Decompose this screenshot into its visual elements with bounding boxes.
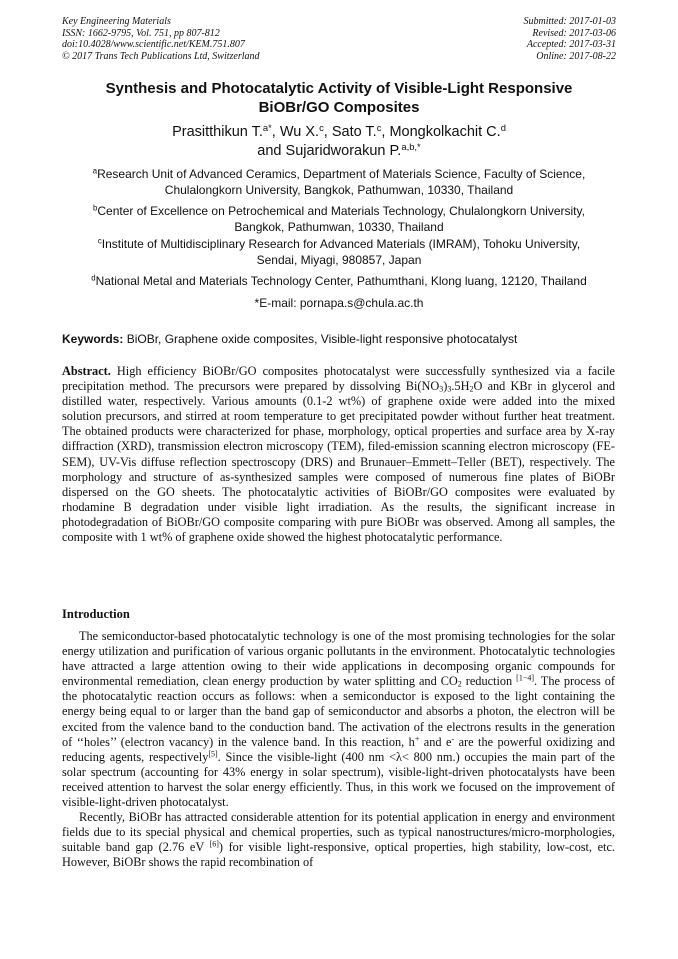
journal-info [62,16,260,62]
date-accepted: Accepted: 2017-03-31 [526,39,616,50]
date-online: Online: 2017-08-22 [536,50,616,62]
date-revised: Revised: 2017-03-06 [532,27,616,39]
paragraph-sub: 2 [457,679,462,689]
paragraph-text: The semiconductor-based photocatalytic technology is one of the most promising technologies for the solar energy utilization and purification of various organic pollutants in the environment. Photocatalytic technologies have attracted a large attention owing to their wide applications in decomposing organic compounds for environmental remediation, clean energy production by water splitting and CO [62,629,615,689]
author-line-2 [62,142,616,161]
affiliation-c [62,236,616,268]
affiliation-line: Chulalongkorn University, Bangkok, Pathumwan, 10330, Thailand [164,183,514,197]
author-5-affil: a,b,* [401,140,421,152]
paper-title [62,79,616,117]
affiliation-line: National Metal and Materials Technology Center, Pathumthani, Klong luang, 12120, Thailand [95,274,587,288]
author-1-affil: a* [262,121,272,133]
keywords [62,331,616,347]
author-3: Sato T. [331,124,377,140]
citation: [5] [208,749,218,759]
abstract-text: O and KBr in glycerol and distilled water, respectively. Various amounts (0.1-2 wt%) of graphene oxide were added into the mixed solution precursors, and stirred at room temperature to get precipitated powder without further heat treatment. The obtained products were characterized for phase, morphology, optical properties and surface area by X-ray diffraction (XRD), transmission electron microscopy (TEM), filed-emission scanning electron microscopy (FE-SEM), UV-Vis diffuse reflection spectroscopy (DRS) and Brunauer–Emmett–Teller (BET), respectively. The morphology and structure of as-synthesized samples were composed of numerous fine plates of BiOBr dispersed on the GO sheets. The photocatalytic activities of BiOBr/GO composites were evaluated by rhodamine B degradation under visible light irradiation. As the results, the significant increase in photodegradation of BiOBr/GO composite comparing with pure BiOBr was observed. Among all samples, the composite with 1 wt% of graphene oxide showed the highest photocatalytic performance. [62,379,616,545]
journal-issn: ISSN: 1662-9795, Vol. 751, pp 807-812 [62,27,220,39]
section-heading-introduction: Introduction [62,607,130,621]
affiliation-line: Research Unit of Advanced Ceramics, Department of Materials Science, Faculty of Science, [97,167,586,181]
title-line-1: Synthesis and Photocatalytic Activity of Visible-Light Responsive [105,80,573,97]
submission-dates [524,16,617,62]
corresponding-email: *E-mail: pornapa.s@chula.ac.th [254,296,424,310]
affiliation-mark: d [91,273,96,283]
author-and: and [257,143,282,159]
affiliation-line: Bangkok, Pathumwan, 10330, Thailand [234,220,444,234]
affiliation-line: Sendai, Miyagi, 980857, Japan [256,253,422,267]
journal-copyright: © 2017 Trans Tech Publications Ltd, Switzerland [62,50,260,62]
abstract-sub: 2 [469,384,474,394]
journal-doi: doi:10.4028/www.scientific.net/KEM.751.807 [62,39,245,50]
affiliation-a [62,166,616,198]
abstract-text: ) [443,379,448,394]
keywords-label: Keywords: [62,332,124,346]
abstract-sub: 3 [439,384,444,394]
journal-name: Key Engineering Materials [62,16,171,27]
affiliation-b [62,203,616,235]
author-line-1: Prasitthikun T.$^{a*}$, Wu X.$^c$, Sato T.$^c$, Mongkolkachit C.$^d$ [172,121,506,140]
paragraph-text: reduction [461,674,517,689]
introduction-body [62,629,615,871]
paragraph-sup: + [414,734,420,744]
abstract [62,364,615,545]
date-submitted: Submitted: 2017-01-03 [523,16,616,27]
abstract-text: High efficiency BiOBr/GO composites photocatalyst were successfully synthesized via a facile precipitation method. The precursors were prepared by dissolving Bi(NO [62,364,615,394]
citation: [6] [209,839,219,849]
paragraph-sup: - [451,734,455,744]
paragraph-text: Recently, BiOBr has attracted considerable attention for its potential application in energy and environment fields due to its special physical and chemical properties, such as typical nanostructures/micro-morphologies, suitable band gap (2.76 eV [62,810,615,855]
author-1: Prasitthikun T. [172,124,263,140]
author-5: Sujaridworakun P. [285,143,402,159]
affiliation-d [62,273,616,289]
affiliation-mark: c [97,236,102,246]
paragraph [62,629,615,810]
title-line-2: BiOBr/GO Composites [258,99,420,116]
affiliation-mark: b [93,203,98,213]
affiliation-line: Center of Excellence on Petrochemical and Materials Technology, Chulalongkorn University, [97,204,585,218]
paragraph-text: . The process of the photocatalytic reaction occurs as follows: when a semiconductor is exposed to the light containing the energy being equal to or larger than the band gap of semiconductor and absorbs a photon, the electron will be excited from the valence band to the conduction band. The activation of the electrons results in the generation of ‘‘holes’’ (electron vacancy) in the valence band. In this reaction, h [62,674,615,749]
paragraph [62,810,615,870]
author-4-affil: d [500,121,506,133]
abstract-sub: 3 [447,384,452,394]
abstract-text: .5H [451,379,470,394]
abstract-label: Abstract. [62,364,111,378]
affiliation-line: Institute of Multidisciplinary Research for Advanced Materials (IMRAM), Tohoku University, [101,237,581,251]
author-2-affil: c [319,121,324,133]
author-2: Wu X. [279,124,320,140]
paragraph-text: . Since the visible-light (400 nm <λ< 800 nm.) occupies the main part of the solar spectrum (accounting for 43% energy in solar spectrum), visible-light-driven photocatalysts have been received attention to harvest the solar energy efficiently. Thus, in this work we focused on the improvement of visible-light-driven photocatalyst. [62,749,615,810]
affiliation-mark: a [92,166,98,176]
paragraph-text: and e [419,734,452,749]
author-3-affil: c [376,121,382,133]
author-list [62,123,616,161]
paragraph-text: are the powerful oxidizing and reducing agents, respectively [62,734,616,764]
keywords-text: BiOBr, Graphene oxide composites, Visible-light responsive photocatalyst [123,332,518,346]
author-4: Mongkolkachit C. [389,124,501,140]
citation: [1−4] [516,673,534,683]
paragraph-text: ) for visible light-responsive, optical properties, high stability, low-cost, etc. However, BiOBr shows the rapid recombination of [62,840,615,870]
